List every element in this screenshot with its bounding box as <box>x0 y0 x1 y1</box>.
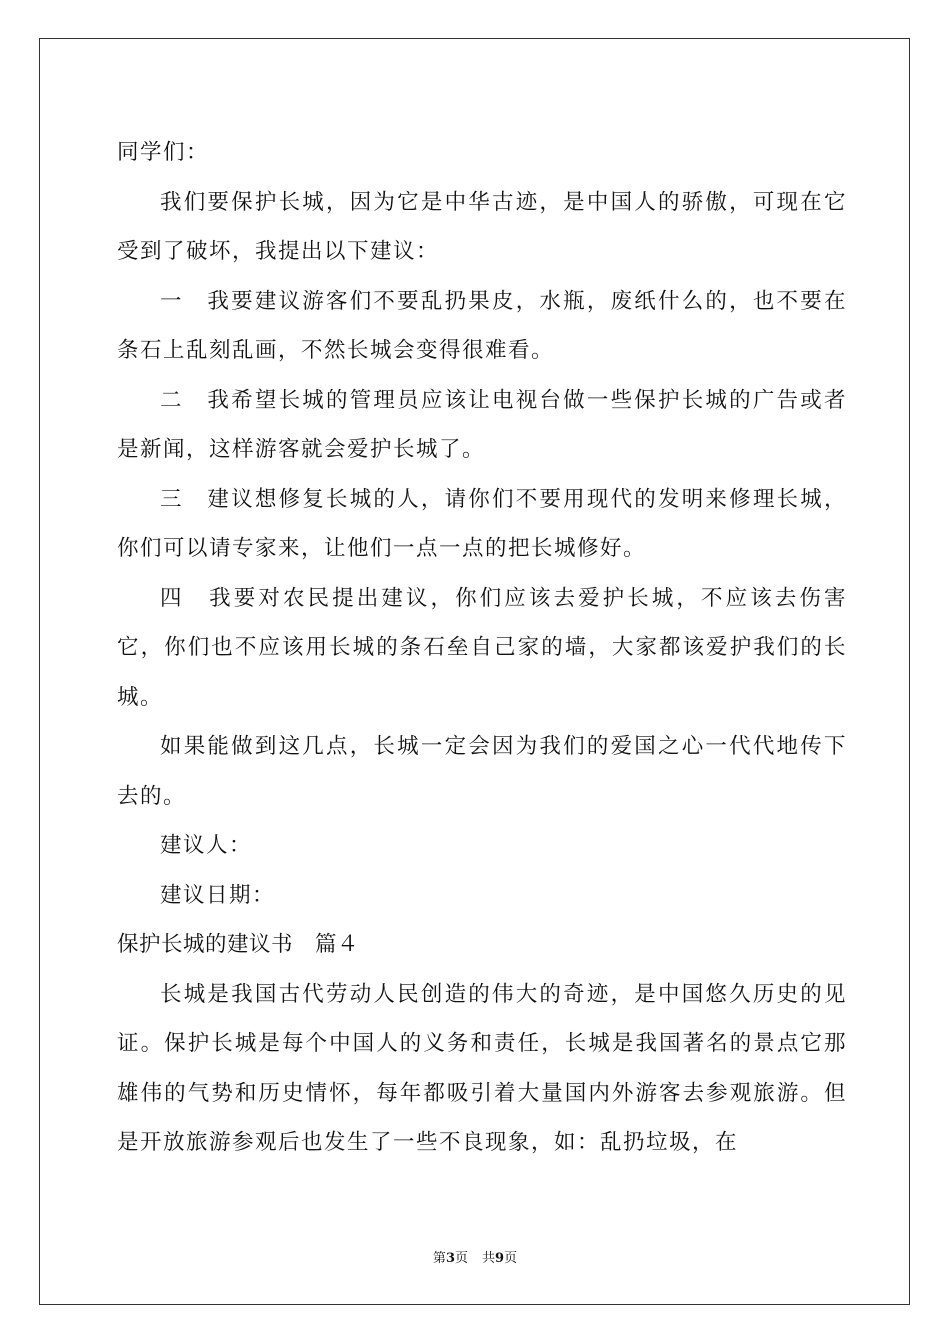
suggestion-2: 二 我希望长城的管理员应该让电视台做一些保护长城的广告或者是新闻，这样游客就会爱护长城了。 <box>117 387 847 462</box>
document-body <box>117 128 847 1168</box>
suggestion-3: 三 建议想修复长城的人，请你们不要用现代的发明来修理长城，你们可以请专家来，让他们一点一点的把长城修好。 <box>117 486 847 561</box>
page-footer <box>0 1247 950 1266</box>
page-total: 9 <box>495 1251 505 1266</box>
section-paragraph: 长城是我国古代劳动人民创造的伟大的奇迹，是中国悠久历史的见证。保护长城是每个中国人的义务和责任，长城是我国著名的景点它那雄伟的气势和历史情怀，每年都吸引着大量国内外游客去参观旅游。但是开放旅游参观后也发生了一些不良现象，如：乱扔垃圾，在 <box>117 981 847 1155</box>
total-prefix: 共 <box>482 1251 496 1266</box>
paragraph-conclusion: 如果能做到这几点，长城一定会因为我们的爱国之心一代代地传下去的。 <box>117 734 847 809</box>
total-suffix: 页 <box>504 1251 518 1266</box>
date-label: 建议日期： <box>160 882 276 908</box>
signer-label: 建议人： <box>160 833 253 858</box>
page-prefix: 第 <box>432 1251 446 1266</box>
greeting: 同学们： <box>117 140 210 165</box>
page-suffix: 页 <box>454 1251 468 1266</box>
page-current: 3 <box>445 1251 455 1266</box>
suggestion-1: 一 我要建议游客们不要乱扔果皮，水瓶，废纸什么的，也不要在条石上乱刻乱画，不然长城会变得很难看。 <box>117 288 847 363</box>
section-heading: 保护长城的建议书 篇４ <box>117 932 360 957</box>
suggestion-4: 四 我要对农民提出建议，你们应该去爱护长城，不应该去伤害它，你们也不应该用长城的条石垒自己家的墙，大家都该爱护我们的长城。 <box>117 585 847 710</box>
paragraph-intro: 我们要保护长城，因为它是中华古迹，是中国人的骄傲，可现在它受到了破坏，我提出以下建议： <box>117 189 847 264</box>
